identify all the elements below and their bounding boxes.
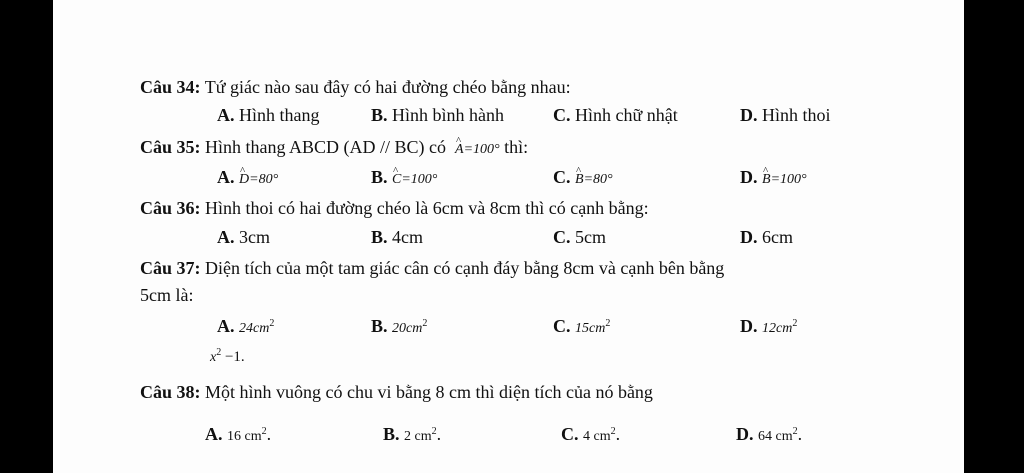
option-b: B. 4cm (371, 227, 424, 247)
question-label: Câu 34: (140, 77, 201, 97)
question-text: Diện tích của một tam giác cân có cạnh đáy bằng 8cm và cạnh bên bằng (205, 258, 725, 278)
question-text: Hình thang ABCD (AD // BC) có (205, 137, 447, 157)
question-text: Hình thoi có hai đường chéo là 6cm và 8cm thì có cạnh bằng: (205, 198, 649, 218)
question-label: Câu 36: (140, 198, 201, 218)
option-c: C. $15cm^2$ (553, 316, 611, 336)
question-37 (140, 257, 724, 279)
option-b: B. 2 $cm^2$. (383, 424, 442, 444)
question-label: Câu 37: (140, 258, 201, 278)
option-c: C. ^ B=80° (553, 166, 613, 191)
option-d: D. Hình thoi (740, 105, 831, 125)
option-d: D. 64 $cm^2$. (736, 424, 803, 444)
option-d: D. ^ B=100° (740, 166, 807, 191)
question-label: Câu 38: (140, 382, 201, 402)
option-b: B. ^ C=100° (371, 166, 437, 191)
question-36 (140, 197, 649, 219)
question-label: Câu 35: (140, 137, 201, 157)
document-page (53, 0, 964, 473)
question-text-continued: 5cm là: (140, 285, 194, 305)
option-a: A. 16 $cm^2$. (205, 424, 272, 444)
stray-expression: $x^2 -1$. (210, 347, 245, 365)
option-c: C. 5cm (553, 227, 606, 247)
question-38 (140, 381, 653, 403)
option-a: A. Hình thang (217, 105, 320, 125)
option-a: A. 3cm (217, 227, 270, 247)
question-34 (140, 76, 571, 98)
option-a: A. ^ D=80° (217, 166, 278, 191)
option-a: A. $24cm^2$ (217, 316, 275, 336)
question-text: Một hình vuông có chu vi bằng 8 cm thì diện tích của nó bằng (205, 382, 653, 402)
option-d: D. $12cm^2$ (740, 316, 798, 336)
option-c: C. 4 $cm^2$. (561, 424, 621, 444)
option-b: B. Hình bình hành (371, 105, 505, 125)
option-d: D. 6cm (740, 227, 793, 247)
question-35: Câu 35: Hình thang ABCD (AD // BC) có ^ A=100° thì: (140, 136, 528, 161)
option-c: C. Hình chữ nhật (553, 105, 678, 125)
option-b: B. $20cm^2$ (371, 316, 428, 336)
question-text: Tứ giác nào sau đây có hai đường chéo bằng nhau: (204, 77, 571, 97)
